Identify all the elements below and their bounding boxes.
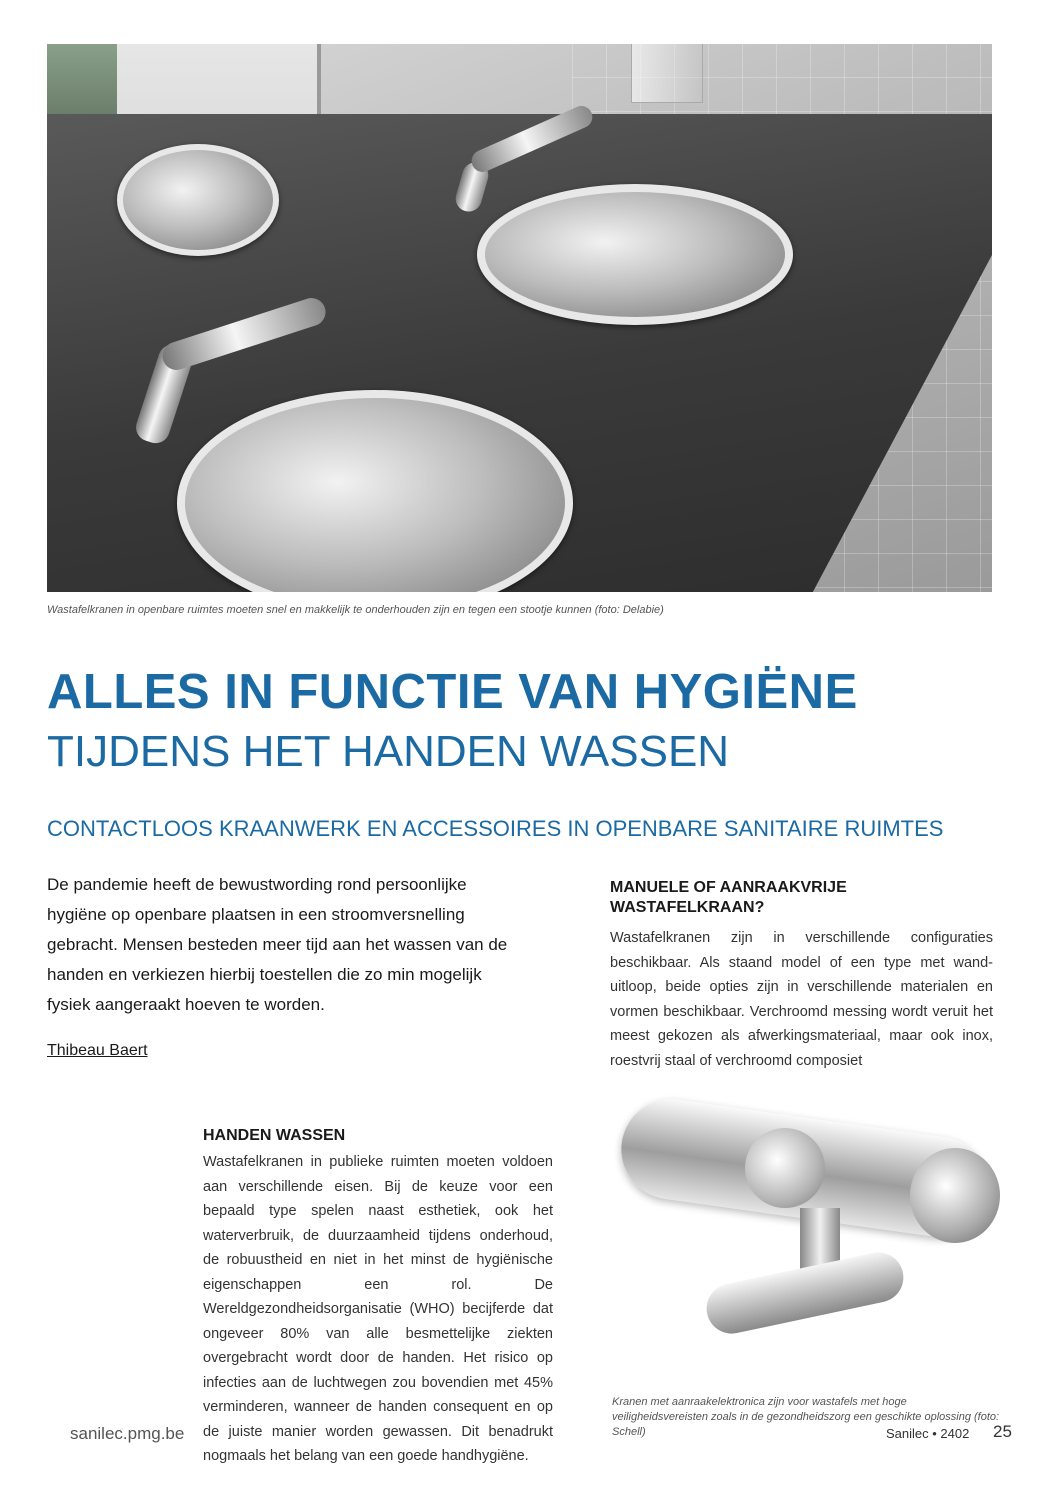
- basin-reflection: [117, 144, 279, 256]
- footer-magazine: Sanilec • 2402: [886, 1426, 970, 1441]
- author-link[interactable]: Thibeau Baert: [47, 1042, 148, 1059]
- footer-website[interactable]: sanilec.pmg.be: [70, 1424, 185, 1443]
- article-title: ALLES IN FUNCTIE VAN HYGIËNE: [47, 665, 858, 719]
- hero-photo: [47, 44, 992, 592]
- basin-back: [477, 184, 793, 325]
- glass: [631, 44, 703, 103]
- product-photo: [610, 1098, 995, 1383]
- section-heading-manuele: MANUELE OF AANRAAKVRIJE WASTAFELKRAAN?: [610, 879, 847, 916]
- article-lead: De pandemie heeft de bewustwording rond persoonlijke hygiëne op openbare plaatsen in een stroomversnelling gebracht. Mensen besteden meer tijd aan het wassen van de handen en verkiezen hierbij toestellen die zo min mogelijk fysiek aangeraakt hoeven te worden.: [47, 875, 508, 1014]
- hero-caption: Wastafelkranen in openbare ruimtes moeten snel en makkelijk te onderhouden zijn en tegen een stootje kunnen (foto: Delabie): [47, 604, 664, 616]
- section-body-handen: Wastafelkranen in publieke ruimten moeten voldoen aan verschillende eisen. Bij de keuze voor een bepaald type spelen naast esthetiek, ook het waterverbruik, de duurzaamheid tijdens onderhoud, de robuustheid en niet in het minst de hygiënische eigenschappen een rol. De Wereldgezondheidsorganisatie (WHO) becijferde dat ongeveer 80% van alle besmettelijke ziekten overgebracht wordt door de handen. Het risico op infecties aan de luchtwegen zou bovendien met 45% verminderen, wanneer de handen consequent en op de juiste manier worden gewassen. Dit benadrukt nogmaals het belang van een goede handhygiëne.: [203, 1154, 553, 1464]
- endcap: [910, 1148, 1000, 1243]
- section-body-manuele: Wastafelkranen zijn in verschillende configuraties beschikbaar. Als staand model of een type met wanduitloop, beide opties zijn in verschillende materialen en vormen beschikbaar. Verchroomd messing wordt veruit het meest gekozen als afwerkingsmateriaal, maar ook inox, roestvrij staal of verchroomd composiet: [610, 930, 993, 1069]
- section-heading-handen: HANDEN WASSEN: [203, 1127, 346, 1144]
- article-kicker: CONTACTLOOS KRAANWERK EN ACCESSOIRES IN OPENBARE SANITAIRE RUIMTES: [47, 816, 944, 841]
- article-subtitle: TIJDENS HET HANDEN WASSEN: [47, 727, 730, 776]
- product-caption: Kranen met aanraakelektronica zijn voor wastafels met hoge veiligheidsvereisten zoals in de gezondheidszorg een geschikte oplossing (foto: Schell): [612, 1396, 1000, 1438]
- sensor-knob: [745, 1128, 825, 1208]
- page-number: 25: [993, 1422, 1012, 1441]
